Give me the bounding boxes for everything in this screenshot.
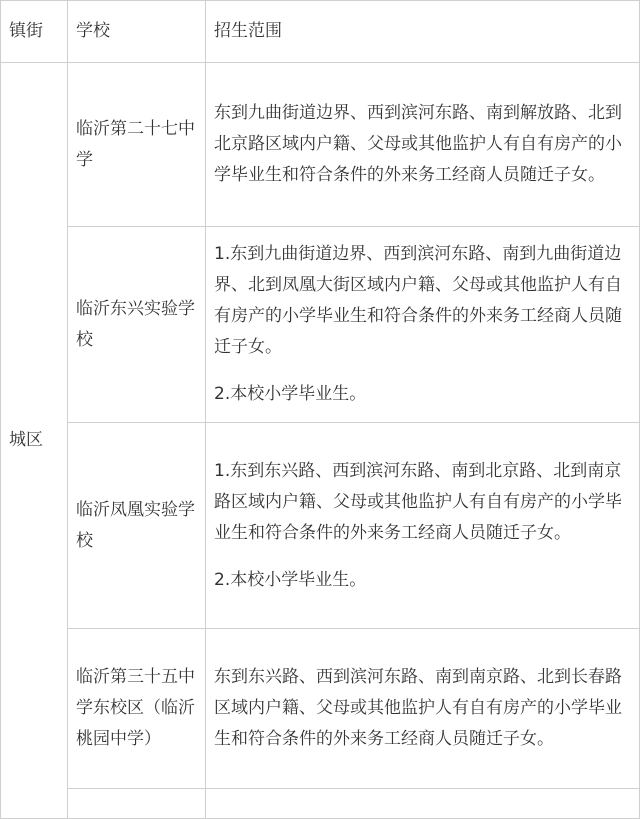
scope-text: 1.东到东兴路、西到滨河东路、南到北京路、北到南京路区域内户籍、父母或其他监护人有自有房产的小学毕业生和符合条件的外来务工经商人员随迁子女。 [214,460,622,543]
table-row [1,227,640,423]
header-school: 学校 [68,1,206,63]
school-cell: 临沂第二十七中学 [68,63,206,227]
table-header-row [1,1,640,63]
scope-text: 1.东到九曲街道边界、西到滨河东路、南到九曲街道边界、北到凤凰大街区域内户籍、父母或其他监护人有自有房产的小学毕业生和符合条件的外来务工经商人员随迁子女。 [214,244,622,357]
table-row [1,63,640,227]
scope-cell [206,789,640,819]
scope-text: 东到九曲街道边界、西到滨河东路、南到解放路、北到北京路区域内户籍、父母或其他监护人有自有房产的小学毕业生和符合条件的外来务工经商人员随迁子女。 [214,103,622,185]
scope-text: 2.本校小学毕业生。 [214,569,367,590]
table-row [1,629,640,789]
school-cell: 临沂第三十五中学东校区（临沂桃园中学） [68,629,206,789]
scope-cell [206,63,640,227]
table-row [1,423,640,629]
header-scope: 招生范围 [206,1,640,63]
scope-text: 东到东兴路、西到滨河东路、南到南京路、北到长春路区域内户籍、父母或其他监护人有自有房产的小学毕业生和符合条件的外来务工经商人员随迁子女。 [214,667,622,749]
school-cell: 临沂东兴实验学校 [68,227,206,423]
town-cell: 城区 [1,63,68,819]
school-cell: 临沂凤凰实验学校 [68,423,206,629]
scope-cell [206,629,640,789]
school-cell [68,789,206,819]
table-row [1,789,640,819]
header-town: 镇街 [1,1,68,63]
scope-text: 2.本校小学毕业生。 [214,384,367,404]
scope-cell [206,227,640,423]
scope-cell [206,423,640,629]
